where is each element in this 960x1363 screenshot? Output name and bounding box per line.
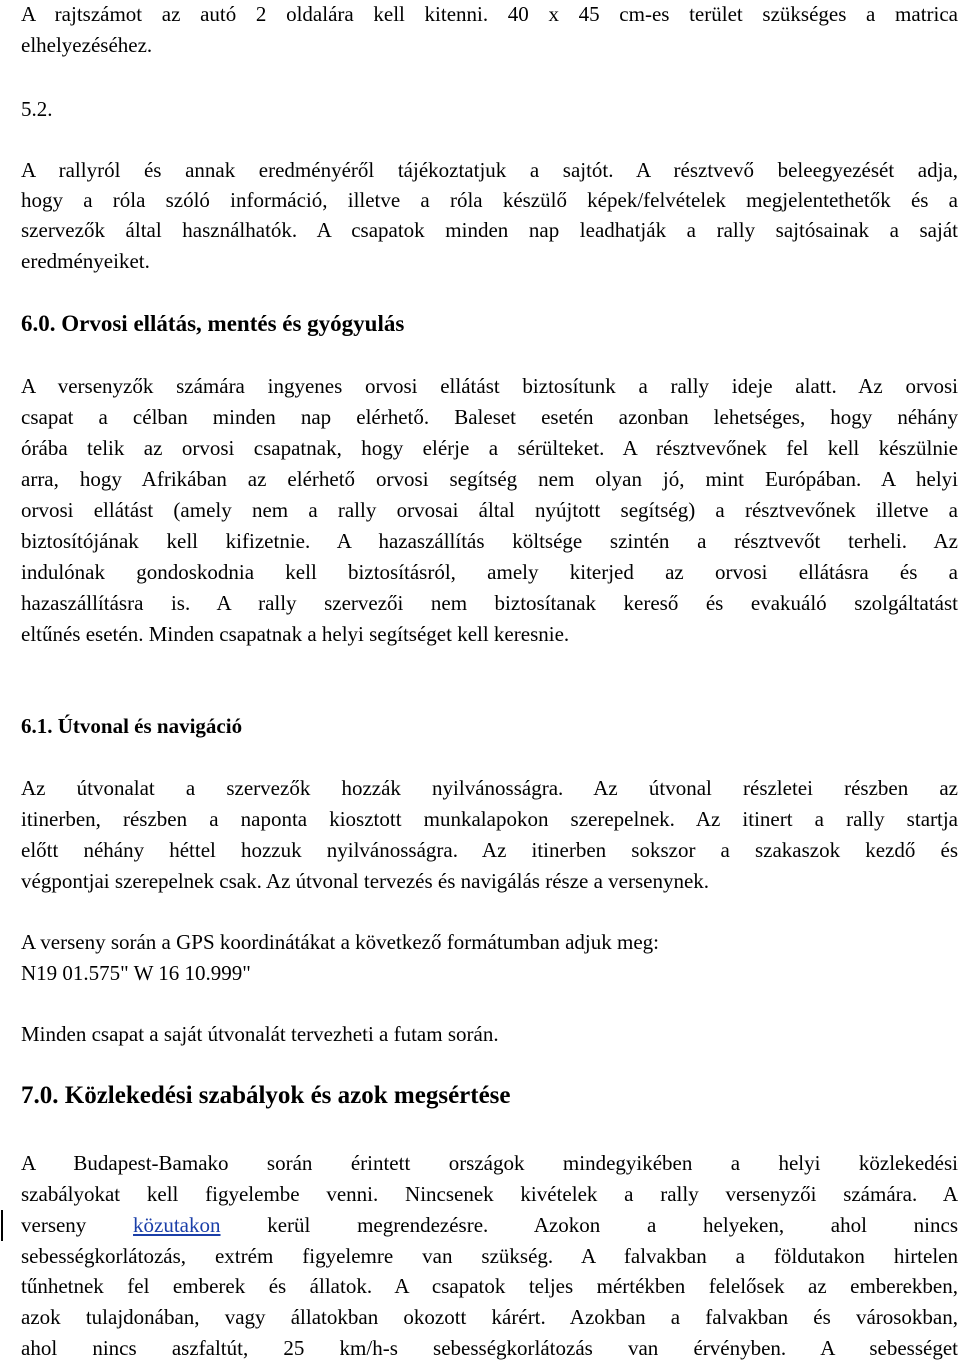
body-text-line: szervezők által használhatók. A csapatok minden nap leadhatják a rally sajtósainak a saját [21,218,958,242]
body-text-line: arra, hogy Afrikában az elérhető orvosi segítség nem olyan jó, mint Európában. A helyi [21,467,958,491]
gps-format-example: N19 01.575" W 16 10.999" [21,961,251,985]
body-text-line: hogy a róla szóló információ, illetve a róla készülő képek/felvételek megjelentethetők és a [21,188,958,212]
body-text-line: előtt néhány héttel hozzuk nyilvánosságra. Az itinerben sokszor a szakaszok kezdő és [21,838,958,862]
section-heading: 6.1. Útvonal és navigáció [21,714,243,738]
body-text-fragment: kerül megrendezésre. Azokon a helyeken, ahol nincs [267,1213,959,1237]
section-heading: 7.0. Közlekedési szabályok és azok megsértése [21,1082,511,1109]
body-text-line: eltűnés esetén. Minden csapatnak a helyi segítséget kell keresnie. [21,622,570,646]
body-text-line: A versenyzők számára ingyenes orvosi ellátást biztosítunk a rally ideje alatt. Az orvosi [21,374,958,398]
body-text-line: indulónak gondoskodnia kell biztosításról, amely kiterjed az orvosi ellátásra és a [21,560,958,584]
body-text-line: ahol nincs aszfaltút, 25 km/h-s sebességkorlátozás van érvényben. A sebességet [21,1336,958,1360]
body-text-line: A Budapest-Bamako során érintett országok mindegyikében a helyi közlekedési [21,1151,958,1175]
body-text-line: végpontjai szerepelnek csak. Az útvonal tervezés és navigálás része a versenynek. [21,869,710,893]
body-text-line: órába telik az orvosi csapatnak, hogy elérje a sérülteket. A résztvevőnek fel kell készülnie [21,436,958,460]
body-text-line: csapat a célban minden nap elérhető. Baleset esetén azonban lehetséges, hogy néhány [21,405,958,429]
section-number: 5.2. [21,97,53,121]
body-text-line: szabályokat kell figyelembe venni. Nincsenek kivételek a rally versenyzői számára. A [21,1182,958,1206]
body-text-line [21,1213,958,1237]
body-text-line: Minden csapat a saját útvonalát tervezheti a futam során. [21,1022,499,1046]
body-text-line: A rajtszámot az autó 2 oldalára kell kitenni. 40 x 45 cm-es terület szükséges a matrica [21,2,958,26]
revision-change-bar [1,1210,3,1241]
body-text-line: azok tulajdonában, vagy állatokban okozott kárért. Azokban a falvakban és városokban, [21,1305,958,1329]
body-text-line: sebességkorlátozás, extrém figyelemre van szükség. A falvakban a földutakon hirtelen [21,1244,958,1268]
body-text-fragment: verseny [21,1213,87,1237]
body-text-line: orvosi ellátást (amely nem a rally orvosai által nyújtott segítség) a résztvevőnek illetve a [21,498,958,522]
body-text-line: A verseny során a GPS koordinátákat a következő formátumban adjuk meg: [21,930,659,954]
body-text-line: biztosítójának kell kifizetnie. A hazaszállítás költsége szintén a résztvevőt terheli. Az [21,529,958,553]
body-text-line: elhelyezéséhez. [21,33,153,57]
kozutakon-link[interactable]: közutakon [133,1213,221,1237]
body-text-line: Az útvonalat a szervezők hozzák nyilvánosságra. Az útvonal részletei részben az [21,776,958,800]
body-text-line: hazaszállításra is. A rally szervezői nem biztosítanak kereső és evakuáló szolgáltatást [21,591,958,615]
body-text-line: itinerben, részben a naponta kiosztott munkalapokon szerepelnek. Az itinert a rally startja [21,807,958,831]
body-text-line: tűnhetnek fel emberek és állatok. A csapatok teljes mértékben felelősek az emberekben, [21,1274,958,1298]
body-text-line: A rallyról és annak eredményéről tájékoztatjuk a sajtót. A résztvevő beleegyezését adja, [21,158,958,182]
section-heading: 6.0. Orvosi ellátás, mentés és gyógyulás [21,311,405,336]
body-text-line: eredményeiket. [21,249,150,273]
